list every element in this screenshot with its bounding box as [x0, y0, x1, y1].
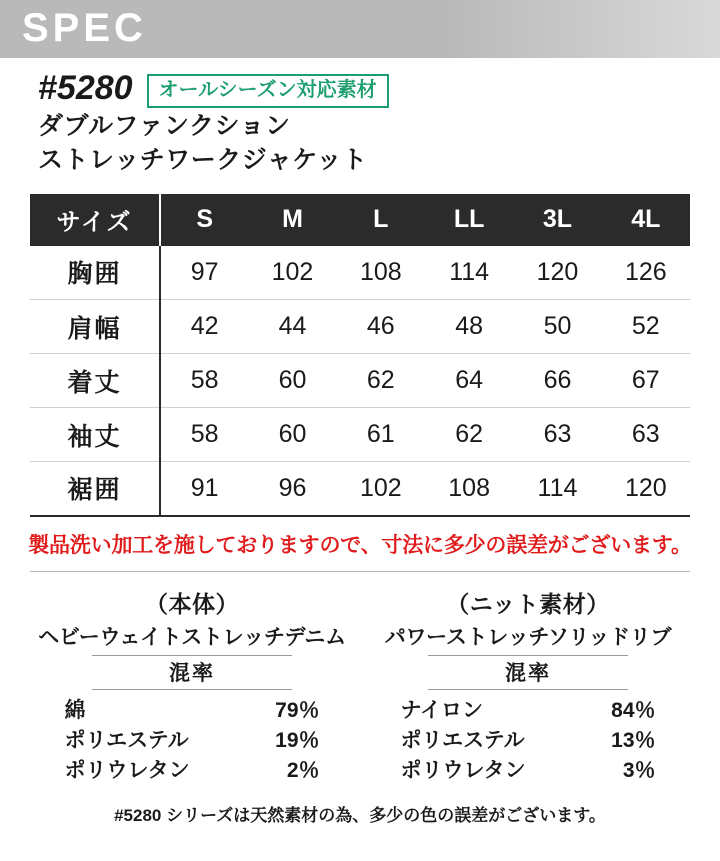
material-name: ポリエステル: [400, 728, 525, 752]
cell-sleeve-3l: 63: [513, 408, 601, 462]
model-number: #5280: [38, 69, 133, 107]
cell-length-4l: 67: [602, 354, 690, 408]
table-header-row: [30, 194, 690, 246]
cell-chest-m: 102: [248, 246, 336, 300]
table-row: [30, 354, 690, 408]
material-row: [65, 756, 320, 786]
row-label-sleeve: 袖丈: [30, 408, 160, 462]
row-label-shoulder: 肩幅: [30, 300, 160, 354]
cell-shoulder-s: 42: [160, 300, 248, 354]
cell-chest-3l: 120: [513, 246, 601, 300]
table-row: [30, 246, 690, 300]
size-table-wrapper: [30, 194, 690, 517]
cell-hem-l: 102: [337, 462, 425, 516]
cell-length-ll: 64: [425, 354, 513, 408]
cell-sleeve-s: 58: [160, 408, 248, 462]
size-corner-label: サイズ: [30, 194, 160, 246]
size-table: [30, 194, 690, 517]
spec-title: SPEC: [22, 6, 147, 50]
product-name: [0, 110, 720, 178]
cell-hem-4l: 120: [602, 462, 690, 516]
cell-length-s: 58: [160, 354, 248, 408]
material-value: 19％: [275, 728, 320, 752]
material-column-knit: [360, 586, 696, 787]
cell-hem-ll: 108: [425, 462, 513, 516]
table-row: [30, 408, 690, 462]
material-row: [401, 726, 656, 756]
size-header-m: M: [248, 194, 336, 246]
material-title-body: （本体）: [145, 590, 239, 617]
size-header-l: L: [337, 194, 425, 246]
size-header-ll: LL: [425, 194, 513, 246]
cell-hem-m: 96: [248, 462, 336, 516]
cell-shoulder-l: 46: [337, 300, 425, 354]
material-value: 2％: [286, 759, 320, 783]
cell-sleeve-4l: 63: [602, 408, 690, 462]
row-label-chest: 胸囲: [30, 246, 160, 300]
cell-shoulder-3l: 50: [513, 300, 601, 354]
material-name: ポリウレタン: [64, 759, 190, 783]
material-name: ナイロン: [400, 698, 484, 722]
cell-chest-4l: 126: [602, 246, 690, 300]
product-name-line2: ストレッチワークジャケット: [38, 145, 368, 174]
materials-section: [0, 586, 720, 787]
product-name-line1: ダブルファンクション: [38, 112, 291, 140]
wash-notice: 製品洗い加工を施しておりますので、寸法に多少の誤差がございます。: [28, 533, 692, 557]
material-name: ポリエステル: [64, 728, 189, 752]
size-header-s: S: [160, 194, 248, 246]
cell-sleeve-m: 60: [248, 408, 336, 462]
product-heading: [0, 58, 720, 108]
material-value: 84％: [611, 698, 656, 722]
cell-shoulder-ll: 48: [425, 300, 513, 354]
color-variance-footnote: #5280 シリーズは天然素材の為、多少の色の誤差がございます。: [114, 805, 606, 825]
material-column-body: [24, 586, 360, 787]
cell-hem-3l: 114: [513, 462, 601, 516]
material-value: 79％: [275, 698, 320, 722]
material-ratio-head-knit: 混率: [428, 655, 628, 690]
material-value: 3％: [622, 759, 656, 783]
material-name: ポリウレタン: [400, 759, 526, 783]
material-rows-body: [65, 696, 320, 787]
cell-chest-l: 108: [337, 246, 425, 300]
material-value: 13％: [611, 728, 656, 752]
size-header-3l: 3L: [513, 194, 601, 246]
spec-header-band: [0, 0, 720, 58]
cell-chest-ll: 114: [425, 246, 513, 300]
size-header-4l: 4L: [602, 194, 690, 246]
material-rows-knit: [401, 696, 656, 787]
cell-hem-s: 91: [160, 462, 248, 516]
material-row: [401, 756, 656, 786]
section-divider: [30, 571, 690, 572]
row-label-hem: 裾囲: [30, 462, 160, 516]
material-row: [65, 696, 320, 726]
material-name: 綿: [64, 698, 86, 722]
material-subtitle-knit: パワーストレッチソリッドリブ: [384, 625, 672, 649]
row-label-length: 着丈: [30, 354, 160, 408]
material-ratio-head-body: 混率: [92, 655, 292, 690]
cell-chest-s: 97: [160, 246, 248, 300]
cell-length-m: 60: [248, 354, 336, 408]
material-subtitle-body: ヘビーウェイトストレッチデニム: [38, 625, 346, 649]
cell-sleeve-l: 61: [337, 408, 425, 462]
material-title-knit: （ニット素材）: [446, 590, 610, 617]
cell-length-3l: 66: [513, 354, 601, 408]
cell-shoulder-m: 44: [248, 300, 336, 354]
cell-sleeve-ll: 62: [425, 408, 513, 462]
material-row: [65, 726, 320, 756]
cell-length-l: 62: [337, 354, 425, 408]
season-badge: オールシーズン対応素材: [147, 74, 389, 108]
cell-shoulder-4l: 52: [602, 300, 690, 354]
material-row: [401, 696, 656, 726]
table-row: [30, 300, 690, 354]
table-row: [30, 462, 690, 516]
